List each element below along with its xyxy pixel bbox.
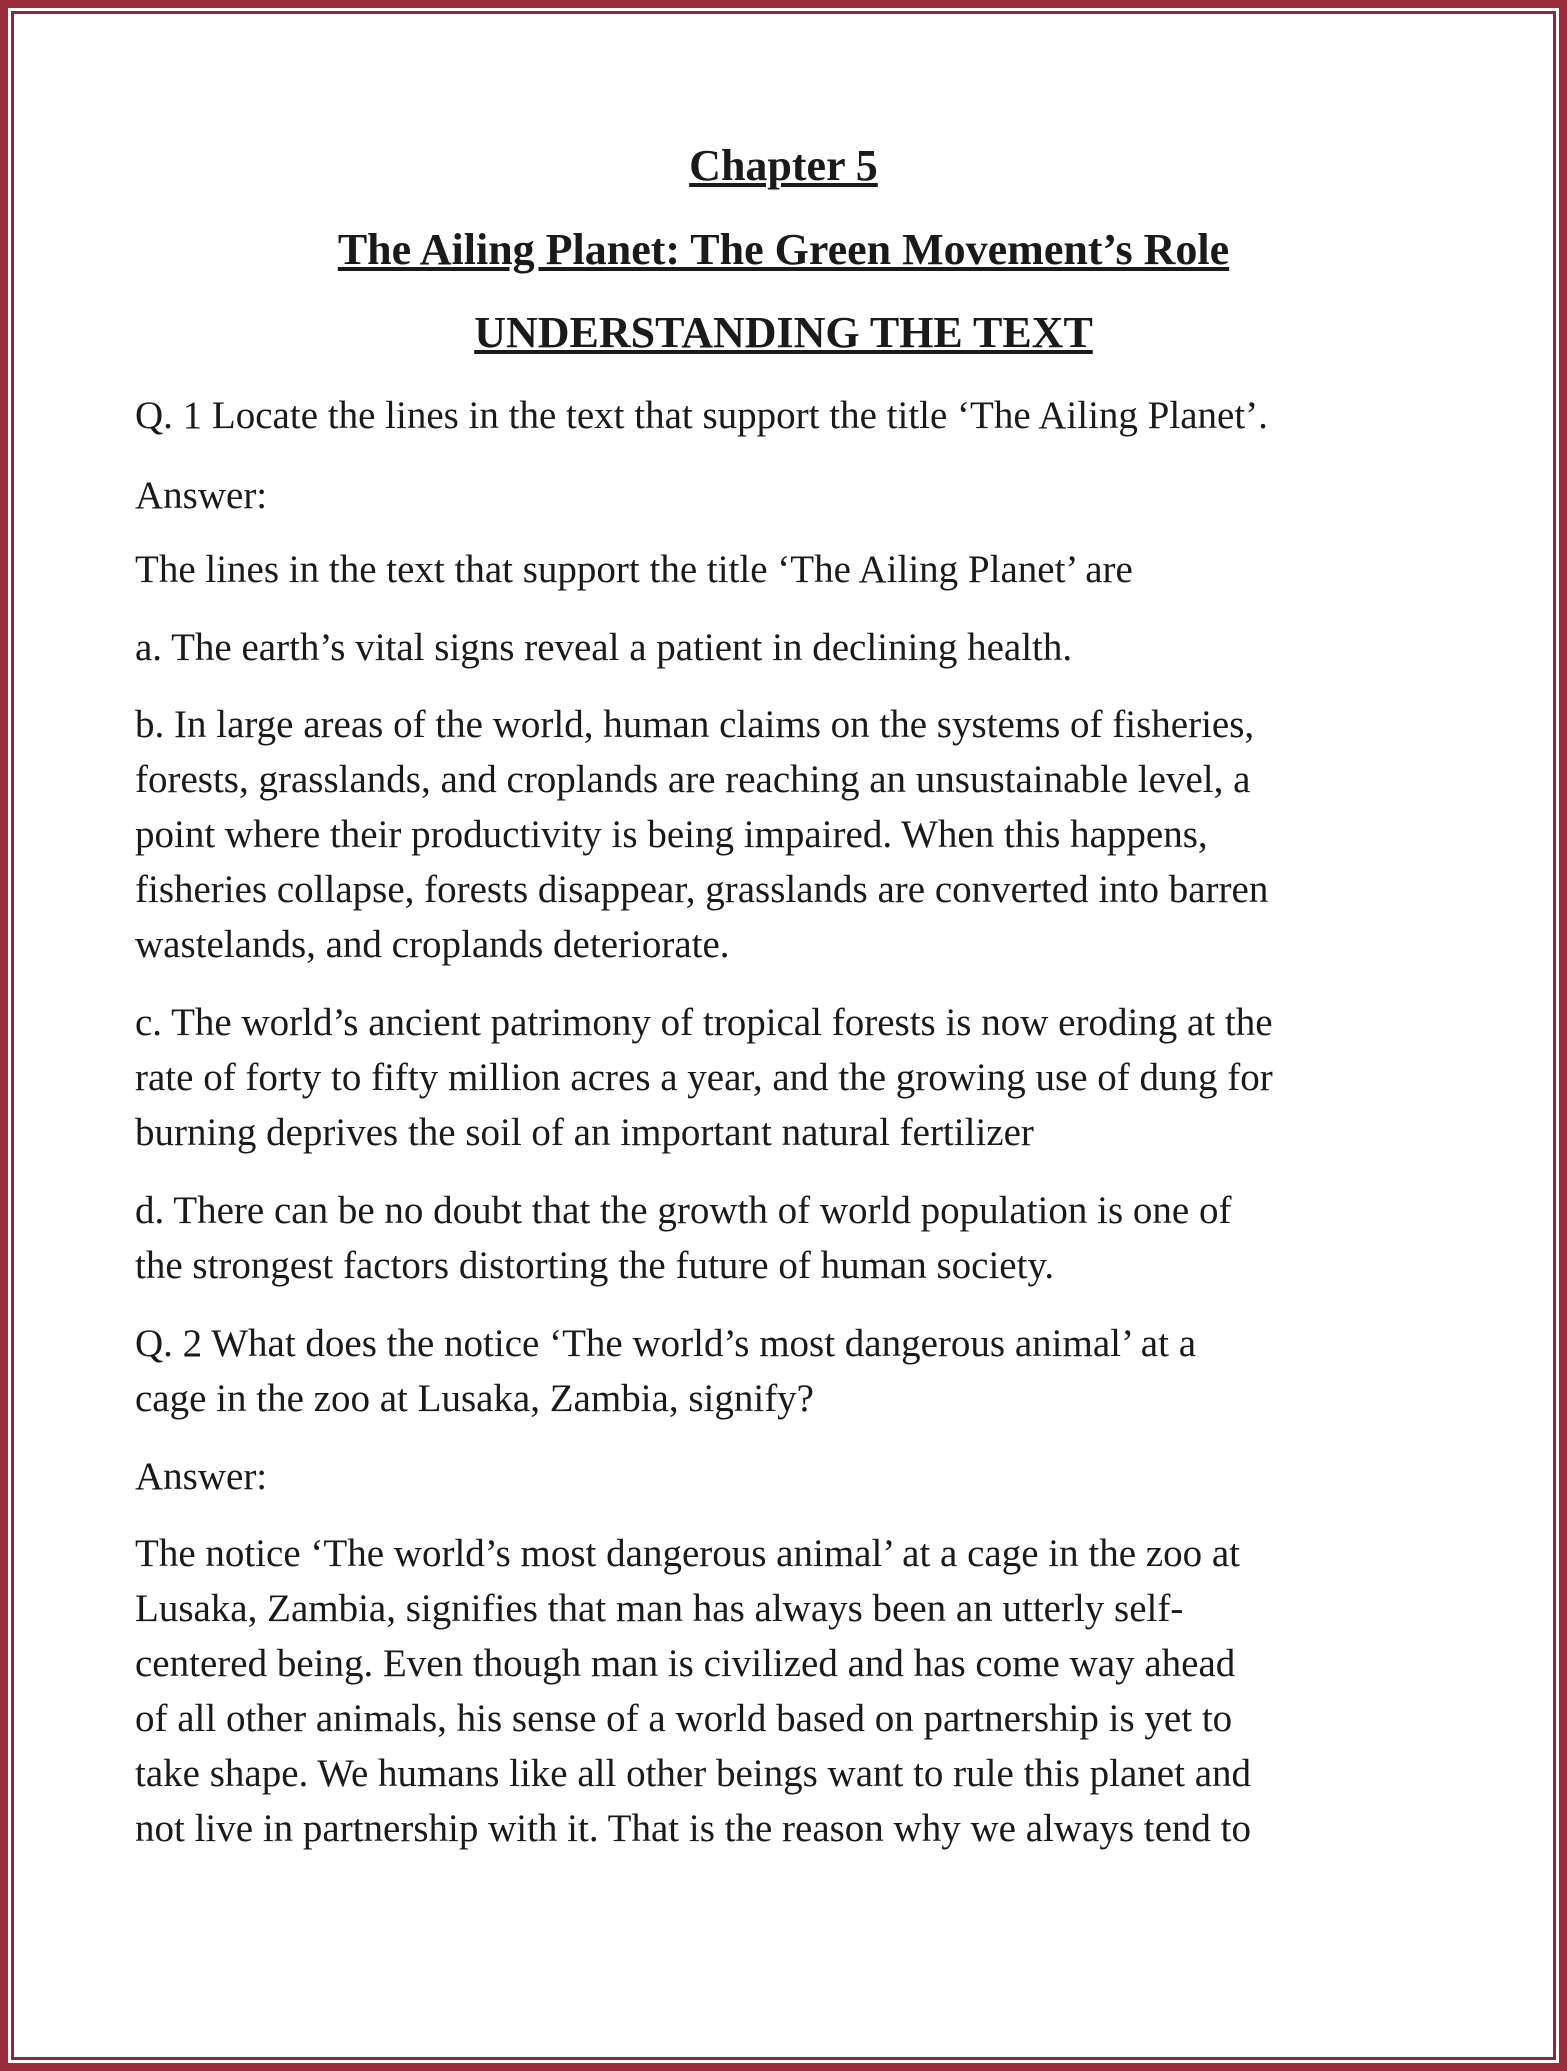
answer-label-2: Answer: (135, 1455, 268, 1498)
text-line: rate of forty to fifty million acres a year, and the growing use of dung for (135, 1056, 1273, 1099)
text-line: forests, grasslands, and croplands are reaching an unsustainable level, a (135, 758, 1251, 801)
answer-label-1: Answer: (135, 474, 268, 517)
chapter-title: The Ailing Planet: The Green Movement’s Role (337, 225, 1230, 274)
text-line: wastelands, and croplands deteriorate. (135, 923, 730, 966)
text-line: The notice ‘The world’s most dangerous animal’ at a cage in the zoo at (135, 1532, 1240, 1575)
text-line: d. There can be no doubt that the growth of world population is one of (135, 1189, 1232, 1232)
text-line: fisheries collapse, forests disappear, grasslands are converted into barren (135, 868, 1269, 911)
text-line: b. In large areas of the world, human claims on the systems of fisheries, (135, 703, 1255, 746)
text-line: a. The earth’s vital signs reveal a patient in declining health. (135, 626, 1073, 669)
answer-2 (135, 1526, 1455, 1856)
text-line: centered being. Even though man is civilized and has come way ahead (135, 1642, 1236, 1685)
text-line: Lusaka, Zambia, signifies that man has always been an utterly self- (135, 1587, 1184, 1630)
text-line: Q. 2 What does the notice ‘The world’s most dangerous animal’ at a (135, 1322, 1197, 1365)
text-line: of all other animals, his sense of a world based on partnership is yet to (135, 1697, 1233, 1740)
text-line: the strongest factors distorting the future of human society. (135, 1244, 1055, 1287)
point-a (135, 620, 1455, 675)
question-2 (135, 1316, 1455, 1426)
text-line: burning deprives the soil of an important natural fertilizer (135, 1111, 1034, 1154)
point-b (135, 697, 1455, 972)
text-line: point where their productivity is being impaired. When this happens, (135, 813, 1208, 856)
chapter-heading: Chapter 5 (689, 141, 878, 190)
text-line: not live in partnership with it. That is the reason why we always tend to (135, 1807, 1251, 1850)
section-heading: UNDERSTANDING THE TEXT (474, 308, 1093, 357)
text-line: c. The world’s ancient patrimony of tropical forests is now eroding at the (135, 1001, 1273, 1044)
text-line: cage in the zoo at Lusaka, Zambia, signify? (135, 1377, 814, 1420)
point-d (135, 1183, 1455, 1293)
point-c (135, 995, 1455, 1160)
answer-1-intro: The lines in the text that support the title ‘The Ailing Planet’ are (135, 548, 1133, 591)
text-line: take shape. We humans like all other beings want to rule this planet and (135, 1752, 1252, 1795)
question-1: Q. 1 Locate the lines in the text that support the title ‘The Ailing Planet’. (135, 394, 1268, 437)
